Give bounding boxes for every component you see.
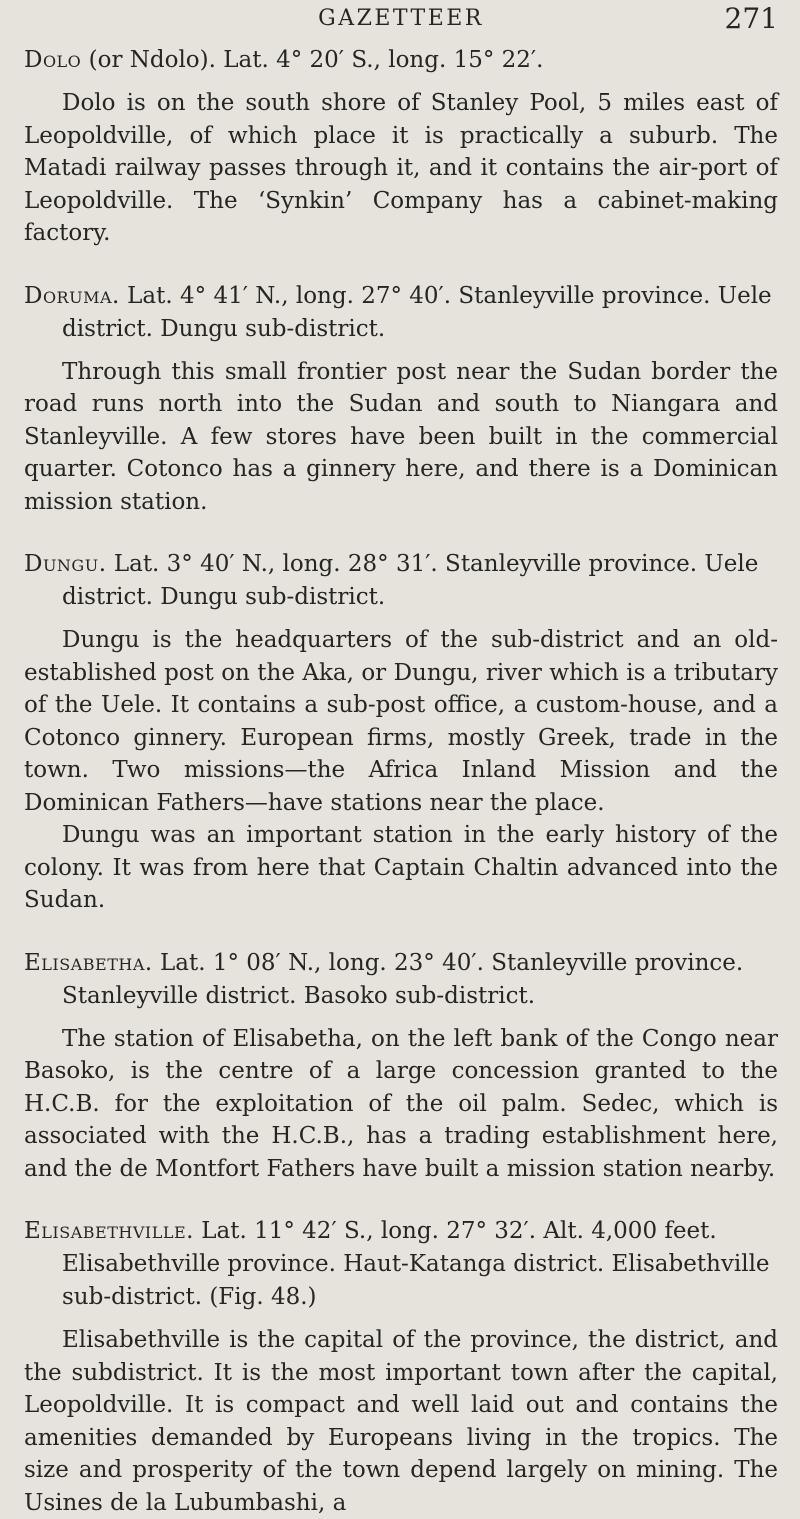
entry-paragraph: Elisabethville is the capital of the province, the district, and the subdistrict. It is the most important town after the capital, Leopoldville. It is compact and well laid out and contains the amenities demanded by Europeans living in the tropics. The size and prosperity of the town depend largely on mining. The Usines de la Lubumbashi, a	[24, 1327, 778, 1516]
entry-elisabethville	[24, 1215, 778, 1519]
entry-location: Lat. 4° 41′ N., long. 27° 40′. Stanleyville province. Uele district. Dungu sub-district.	[62, 282, 772, 342]
entry-heading	[24, 280, 778, 346]
entry-doruma	[24, 280, 778, 519]
entry-dungu	[24, 548, 778, 917]
entry-location: Lat. 1° 08′ N., long. 23° 40′. Stanleyville province. Stanleyville district. Basoko sub-district.	[62, 949, 744, 1009]
entry-location: Lat. 11° 42′ S., long. 27° 32′. Alt. 4,000 feet. Elisabethville province. Haut-Katanga district. Elisabethville sub-district. (Fig. 48.)	[62, 1218, 770, 1310]
entry-heading	[24, 947, 778, 1013]
headword: Doruma.	[24, 282, 120, 309]
entry-elisabetha	[24, 947, 778, 1186]
entry-location: (or Ndolo). Lat. 4° 20′ S., long. 15° 22′.	[81, 47, 544, 73]
headword: Dolo	[24, 47, 82, 73]
headword: Dungu.	[24, 551, 107, 577]
headword: Elisabetha.	[24, 949, 153, 976]
headword: Elisabethville.	[24, 1218, 194, 1244]
entry-heading	[24, 1215, 778, 1314]
entry-paragraph: The station of Elisabetha, on the left bank of the Congo near Basoko, is the centre of a large concession granted to the H.C.B. for the exploitation of the oil palm. Sedec, which is associated with the H.C.B., has a trading establishment here, and the de Montfort Fathers have built a mission station nearby.	[24, 1025, 778, 1182]
entry-heading	[24, 548, 778, 614]
entry-heading	[24, 44, 778, 77]
running-title: GAZETTEER	[318, 6, 484, 31]
entry-paragraph: Dungu is the headquarters of the sub-district and an old-established post on the Aka, or Dungu, river which is a tributary of the Uele. It contains a sub-post office, a custom-house, and a Cotonco ginnery. European firms, mostly Greek, trade in the town. Two missions—the Africa Inland Mission and the Dominican Fathers—have stations near the place.	[24, 627, 778, 816]
entry-paragraph: Through this small frontier post near the Sudan border the road runs north into the Sudan and south to Niangara and Stanleyville. A few stores have been built in the commercial quarter. Cotonco has a ginnery here, and there is a Dominican mission station.	[24, 358, 778, 515]
entry-paragraph: Dungu was an important station in the early history of the colony. It was from here that Captain Chaltin advanced into the Sudan.	[24, 822, 778, 913]
page-number: 271	[724, 2, 778, 35]
entry-location: Lat. 3° 40′ N., long. 28° 31′. Stanleyville province. Uele district. Dungu sub-district.	[62, 551, 759, 610]
entry-paragraph: Dolo is on the south shore of Stanley Pool, 5 miles east of Leopoldville, of which place it is practically a suburb. The Matadi railway passes through it, and it contains the air-port of Leopoldville. The ‘Synkin’ Company has a cabinet-making factory.	[24, 90, 778, 246]
running-head	[24, 0, 778, 44]
entry-dolo	[24, 44, 778, 250]
